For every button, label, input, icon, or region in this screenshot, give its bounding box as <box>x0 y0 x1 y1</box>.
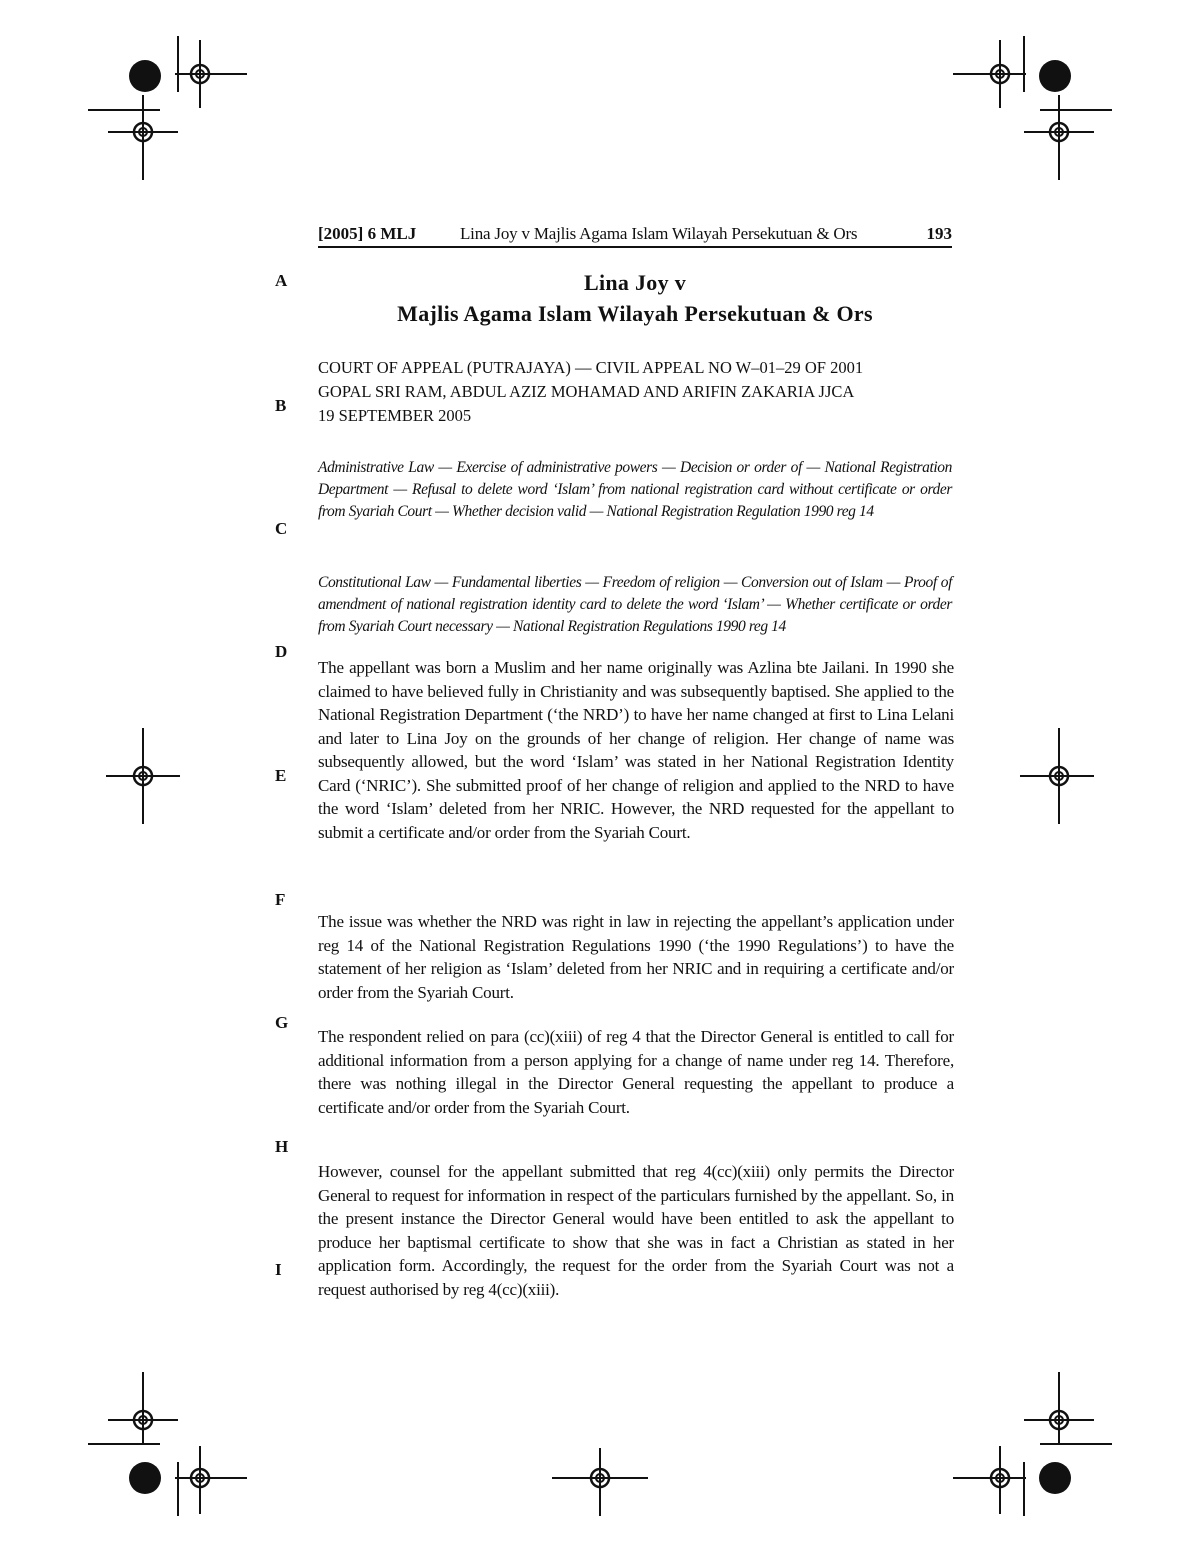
margin-letter: F <box>275 890 286 909</box>
catchwords-constitutional-law: Constitutional Law — Fundamental liberties — Freedom of religion — Conversion out of Islam — Proof of amendment of national registration identity card to delete the word ‘Islam’ — Whether certificate or order from Syariah Court necessary — National Registration Regulations 1990 reg 14 <box>318 574 952 635</box>
judges-line: GOPAL SRI RAM, ABDUL AZIZ MOHAMAD AND ARIFIN ZAKARIA JJCA <box>318 382 855 401</box>
catchwords-administrative-law: Administrative Law — Exercise of administrative powers — Decision or order of — National Registration Department — Refusal to delete word ‘Islam’ from national registration card without certificate or order from Syariah Court — Whether decision valid — National Registration Regulation 1990 reg 14 <box>318 459 952 520</box>
margin-letter: B <box>275 396 287 415</box>
citation: [2005] 6 MLJ <box>318 224 417 243</box>
margin-letter: H <box>275 1137 289 1156</box>
case-title-line-1: Lina Joy v <box>583 270 687 295</box>
margin-letter: G <box>275 1013 289 1032</box>
registration-dot-icon <box>129 60 161 92</box>
headnote-paragraph <box>318 1025 954 1119</box>
registration-dot-icon <box>1039 1462 1071 1494</box>
margin-letter: E <box>275 766 287 785</box>
registration-dot-icon <box>129 1462 161 1494</box>
running-title: Lina Joy v Majlis Agama Islam Wilayah Persekutuan & Ors <box>460 224 858 243</box>
court-line: COURT OF APPEAL (PUTRAJAYA) — CIVIL APPEAL NO W–01–29 OF 2001 <box>318 358 864 377</box>
paragraph-text: The issue was whether the NRD was right in law in rejecting the appellant’s application under reg 14 of the National Registration Regulations 1990 (‘the 1990 Regulations’) to have the statement of her religion as ‘Islam’ deleted from her NRIC and in requiring a certificate and/or order from the Syariah Court. <box>318 912 954 1002</box>
margin-letter: D <box>275 642 288 661</box>
margin-letter: C <box>275 519 288 538</box>
headnote-paragraph <box>318 656 954 844</box>
margin-letter: I <box>275 1260 282 1279</box>
court-info <box>318 356 958 428</box>
page-number: 193 <box>926 224 952 243</box>
paragraph-text: The respondent relied on para (cc)(xiii) of reg 4 that the Director General is entitled to call for additional information from a person applying for a change of name under reg 14. Therefore, there was nothing illegal in the Director General requesting the appellant to produce a certificate and/or order from the Syariah Court. <box>318 1027 954 1117</box>
paragraph-text: However, counsel for the appellant submitted that reg 4(cc)(xiii) only permits the Director General to request for information in respect of the particulars furnished by the appellant. So, in the present instance the Director General would have been entitled to ask the appellant to produce her baptismal certificate to show that she was in fact a Christian as stated in her application form. Accordingly, the request for the order from the Syariah Court was not a request authorised by reg 4(cc)(xiii). <box>318 1162 954 1299</box>
headnote-paragraph <box>318 1160 954 1301</box>
paragraph-text: The appellant was born a Muslim and her name originally was Azlina bte Jailani. In 1990 she claimed to have believed fully in Christianity and was subsequently baptised. She applied to the National Registration Department (‘the NRD’) to have her name changed at first to Lina Lelani and later to Lina Joy on the grounds of her change of religion. Her change of name was subsequently allowed, but the word ‘Islam’ was stated in her National Registration Identity Card (‘NRIC’). She submitted proof of her change of religion and applied to the NRD to have the word ‘Islam’ deleted from her NRIC. However, the NRD requested for the appellant to submit a certificate and/or order from the Syariah Court. <box>318 658 954 842</box>
headnote-paragraph <box>318 910 954 1004</box>
date-line: 19 SEPTEMBER 2005 <box>318 406 472 425</box>
margin-letter: A <box>275 271 288 290</box>
case-title-line-2: Majlis Agama Islam Wilayah Persekutuan & Ors <box>397 301 873 326</box>
registration-dot-icon <box>1039 60 1071 92</box>
running-header <box>318 224 952 248</box>
